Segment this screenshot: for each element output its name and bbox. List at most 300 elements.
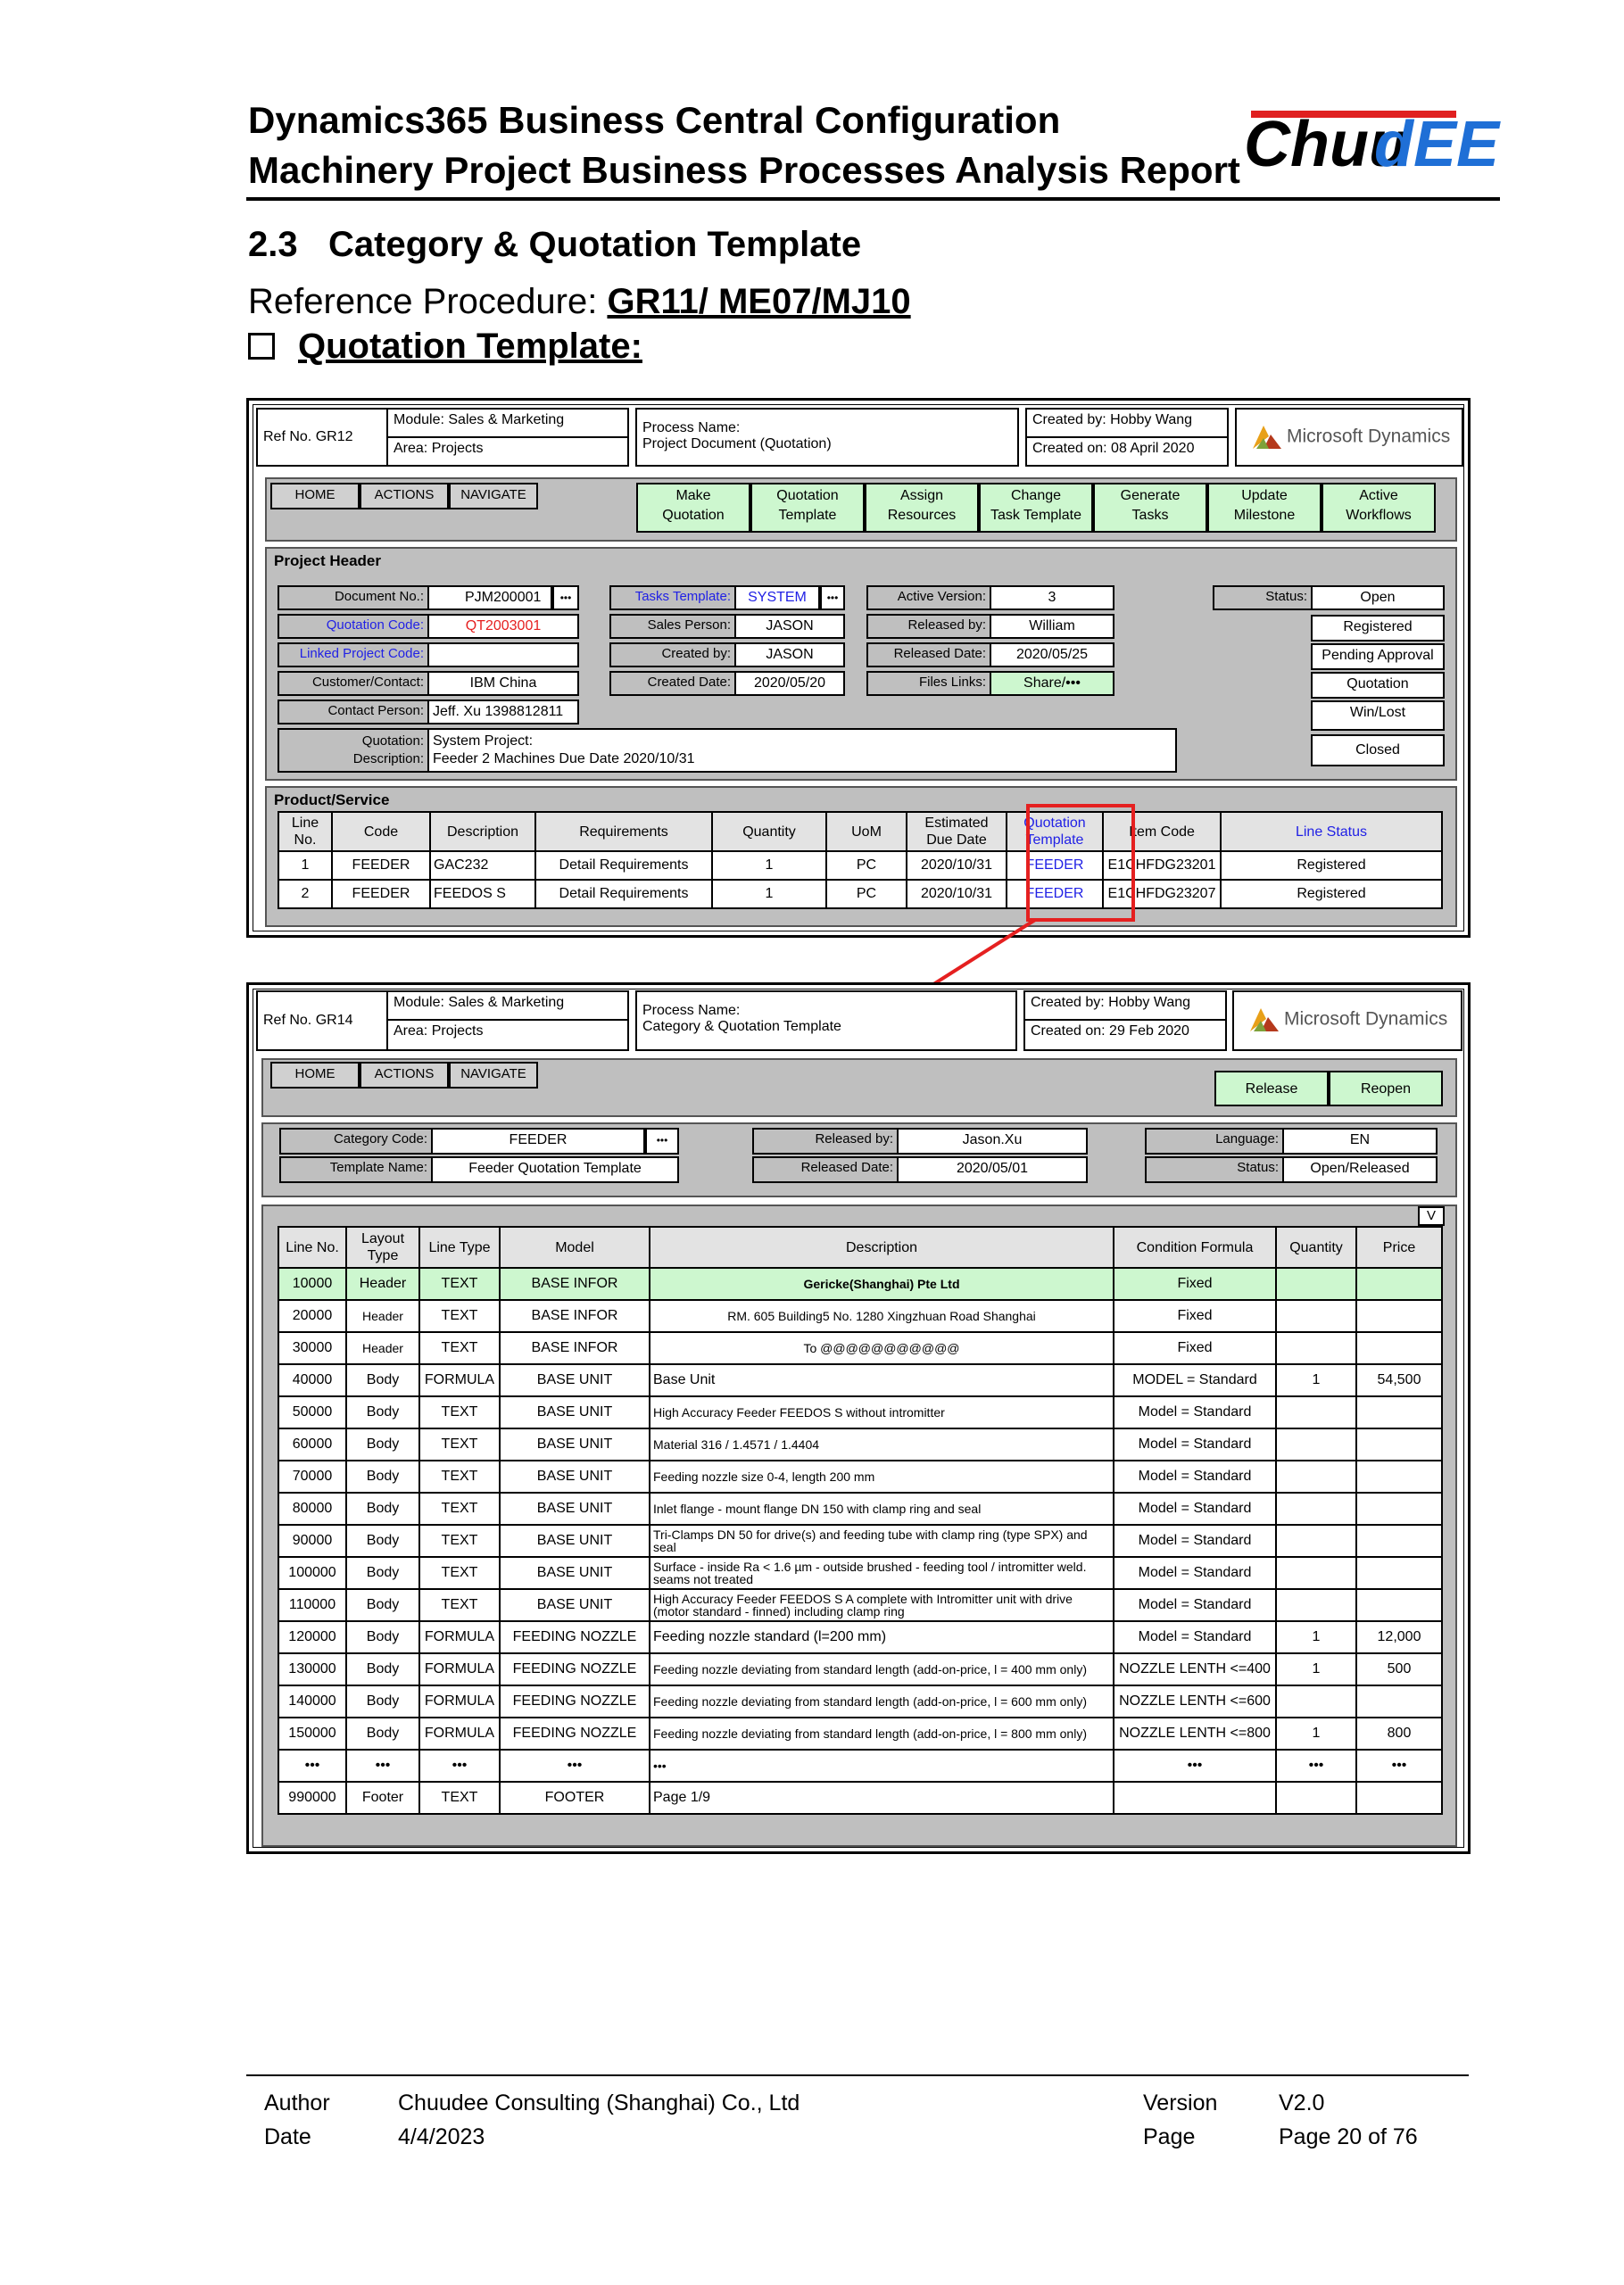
cell — [1356, 1782, 1442, 1814]
cell — [1356, 1268, 1442, 1300]
cell: MODEL = Standard — [1114, 1364, 1276, 1396]
tab-home[interactable]: HOME — [270, 483, 360, 509]
released-by-field[interactable]: William — [990, 614, 1114, 639]
cell: 50000 — [278, 1396, 346, 1428]
linked-project-field[interactable] — [427, 642, 579, 667]
cell: FORMULA — [419, 1364, 500, 1396]
template-lines-table — [278, 1226, 1443, 1815]
table-row[interactable] — [278, 1589, 1442, 1621]
cell: 12,000 — [1356, 1621, 1442, 1653]
released-date-label: Released Date: — [752, 1156, 899, 1183]
cell: 2020/10/31 — [907, 851, 1007, 880]
cell — [1356, 1685, 1442, 1718]
cell: Body — [346, 1428, 419, 1461]
cell — [1356, 1300, 1442, 1332]
cell — [1356, 1589, 1442, 1621]
cell: BASE INFOR — [500, 1300, 650, 1332]
col-line-status: Line Status — [1221, 812, 1442, 851]
tasks-template-lookup-button[interactable]: ••• — [820, 585, 845, 610]
expand-button[interactable]: V — [1418, 1206, 1445, 1226]
cell — [1276, 1557, 1356, 1589]
created-on: Created on: 08 April 2020 — [1025, 436, 1229, 467]
tab-home[interactable]: HOME — [270, 1062, 360, 1089]
report-title — [248, 95, 1240, 195]
quotation-description-field[interactable]: System Project: Feeder 2 Machines Due Date 2020/10/31 — [427, 728, 1177, 773]
cell — [1356, 1332, 1442, 1364]
table-row[interactable] — [278, 880, 1442, 908]
cell: Model = Standard — [1114, 1396, 1276, 1428]
cell: Detail Requirements — [535, 880, 712, 908]
area: Area: Projects — [386, 436, 629, 467]
col-quantity: Quantity — [712, 812, 826, 851]
cell: BASE UNIT — [500, 1396, 650, 1428]
process-label: Process Name: — [642, 1003, 741, 1018]
cell: FOOTER — [500, 1782, 650, 1814]
released-date-label: Released Date: — [866, 642, 991, 667]
col-condition-formula: Condition Formula — [1114, 1227, 1276, 1268]
cell: 1 — [712, 851, 826, 880]
cell: NOZZLE LENTH <=600 — [1114, 1685, 1276, 1718]
ref-value: GR11/ ME07/MJ10 — [607, 282, 911, 321]
cell: TEXT — [419, 1300, 500, 1332]
status-pending-approval[interactable]: Pending Approval — [1311, 643, 1445, 670]
col-line-no: Line No. — [278, 812, 332, 851]
table-row[interactable] — [278, 1525, 1442, 1557]
col-model: Model — [500, 1227, 650, 1268]
checkbox-icon — [248, 333, 275, 360]
col-quotation-template: Quotation Template — [1007, 812, 1103, 851]
category-code-field[interactable]: FEEDER — [431, 1128, 645, 1155]
cell: Model = Standard — [1114, 1428, 1276, 1461]
customer-label: Customer/Contact: — [278, 671, 429, 696]
table-header-row — [278, 1227, 1442, 1268]
product-service-title: Product/Service — [274, 791, 390, 808]
cell: NOZZLE LENTH <=400 — [1114, 1653, 1276, 1685]
author-label: Author — [264, 2090, 330, 2115]
cell: Detail Requirements — [535, 851, 712, 880]
cell: 20000 — [278, 1300, 346, 1332]
files-links-field[interactable]: Share/••• — [990, 671, 1114, 696]
cell: 120000 — [278, 1621, 346, 1653]
tab-navigate[interactable]: NAVIGATE — [449, 1062, 538, 1089]
quote-code-field[interactable]: QT2003001 — [427, 614, 579, 639]
cell: BASE UNIT — [500, 1461, 650, 1493]
cell: 70000 — [278, 1461, 346, 1493]
cell: BASE UNIT — [500, 1493, 650, 1525]
version-value: V2.0 — [1279, 2090, 1325, 2115]
released-by-label: Released by: — [866, 614, 991, 639]
contact-person-field[interactable]: Jeff. Xu 1398812811 — [427, 700, 579, 724]
cell: Registered — [1221, 880, 1442, 908]
cell: RM. 605 Building5 No. 1280 Xingzhuan Road Shanghai — [650, 1300, 1114, 1332]
cell — [1276, 1268, 1356, 1300]
product-service-table — [278, 811, 1443, 909]
cell: 1 — [1276, 1621, 1356, 1653]
cell: PC — [826, 851, 907, 880]
cell: Body — [346, 1461, 419, 1493]
cell: High Accuracy Feeder FEEDOS S A complete with Intromitter unit with drive (motor standard - finned) including clamp ring — [650, 1589, 1114, 1621]
cell — [1356, 1493, 1442, 1525]
cell: BASE UNIT — [500, 1428, 650, 1461]
date-label: Date — [264, 2124, 311, 2149]
cell: Footer — [346, 1782, 419, 1814]
cell: Body — [346, 1493, 419, 1525]
report-title-line1: Dynamics365 Business Central Configuration — [248, 99, 1061, 141]
ms-dynamics-logo — [1232, 990, 1462, 1051]
quotation-template-link[interactable]: FEEDER — [1007, 880, 1103, 908]
active-workflows-button[interactable]: Active Workflows — [1322, 483, 1436, 533]
cell: FEEDER — [332, 880, 430, 908]
cell — [1276, 1428, 1356, 1461]
cell — [1276, 1685, 1356, 1718]
cell: TEXT — [419, 1268, 500, 1300]
created-date-field[interactable]: 2020/05/20 — [734, 671, 845, 696]
created-by-label: Created by: — [609, 642, 736, 667]
ms-logo-text: Microsoft Dynamics — [1284, 1008, 1448, 1030]
cell — [1114, 1782, 1276, 1814]
table-row[interactable] — [278, 1268, 1442, 1300]
col-quantity: Quantity — [1276, 1227, 1356, 1268]
tab-actions[interactable]: ACTIONS — [360, 483, 449, 509]
table-row[interactable] — [278, 1396, 1442, 1428]
process-name-cell — [635, 990, 1017, 1051]
customer-field[interactable]: IBM China — [427, 671, 579, 696]
col-price: Price — [1356, 1227, 1442, 1268]
table-row[interactable] — [278, 1621, 1442, 1653]
cell: Fixed — [1114, 1300, 1276, 1332]
sales-person-label: Sales Person: — [609, 614, 736, 639]
language-field[interactable]: EN — [1282, 1128, 1438, 1155]
cell: FORMULA — [419, 1653, 500, 1685]
status-registered[interactable]: Registered — [1311, 615, 1445, 642]
assign-resources-button[interactable]: Assign Resources — [865, 483, 979, 533]
cell: 1 — [712, 880, 826, 908]
cell: Feeding nozzle size 0-4, length 200 mm — [650, 1461, 1114, 1493]
col-uom: UoM — [826, 812, 907, 851]
cell: FEEDING NOZZLE — [500, 1718, 650, 1750]
cell: Model = Standard — [1114, 1589, 1276, 1621]
cell: TEXT — [419, 1461, 500, 1493]
cell: TEXT — [419, 1782, 500, 1814]
cell: ••• — [346, 1750, 419, 1782]
doc-no-field[interactable]: PJM200001 — [427, 585, 552, 610]
cell: 40000 — [278, 1364, 346, 1396]
category-code-label: Category Code: — [279, 1128, 433, 1155]
ms-logo — [1248, 1006, 1447, 1033]
cell — [1356, 1396, 1442, 1428]
col-layout-type: Layout Type — [346, 1227, 419, 1268]
quotation-template-link[interactable]: FEEDER — [1007, 851, 1103, 880]
sales-person-field[interactable]: JASON — [734, 614, 845, 639]
created-by-field[interactable]: JASON — [734, 642, 845, 667]
subtitle: Quotation Template: — [298, 327, 642, 366]
table-row[interactable] — [278, 1461, 1442, 1493]
cell: 10000 — [278, 1268, 346, 1300]
reference-procedure — [248, 282, 911, 322]
cell: 1 — [1276, 1653, 1356, 1685]
section-heading — [248, 225, 861, 265]
language-label: Language: — [1145, 1128, 1284, 1155]
table-row[interactable] — [278, 1300, 1442, 1332]
released-date-field[interactable]: 2020/05/01 — [897, 1156, 1088, 1183]
cell: TEXT — [419, 1525, 500, 1557]
module: Module: Sales & Marketing — [386, 408, 629, 438]
ref-no: Ref No. GR14 — [256, 990, 388, 1051]
release-button[interactable]: Release — [1214, 1071, 1329, 1106]
cell: Body — [346, 1685, 419, 1718]
status-field[interactable]: Open/Released — [1282, 1156, 1438, 1183]
released-by-label: Released by: — [752, 1128, 899, 1155]
tasks-template-field[interactable]: SYSTEM — [734, 585, 820, 610]
status-closed[interactable]: Closed — [1311, 734, 1445, 766]
ms-dynamics-logo — [1235, 408, 1463, 467]
ms-dynamics-icon — [1251, 424, 1283, 451]
table-row[interactable] — [278, 1718, 1442, 1750]
cell: Feeding nozzle deviating from standard length (add-on-price, l = 800 mm only) — [650, 1718, 1114, 1750]
section-number: 2.3 — [248, 225, 298, 264]
cell — [1276, 1493, 1356, 1525]
cell: BASE INFOR — [500, 1268, 650, 1300]
cell: TEXT — [419, 1493, 500, 1525]
make-quotation-button[interactable]: Make Quotation — [636, 483, 750, 533]
cell — [1356, 1525, 1442, 1557]
module: Module: Sales & Marketing — [386, 990, 629, 1021]
cell: Model = Standard — [1114, 1493, 1276, 1525]
table-row[interactable] — [278, 1685, 1442, 1718]
category-lookup-button[interactable]: ••• — [645, 1128, 679, 1155]
footer-rule — [246, 2074, 1469, 2076]
cell — [1356, 1461, 1442, 1493]
cell: Header — [346, 1332, 419, 1364]
cell: Body — [346, 1653, 419, 1685]
released-date-field[interactable]: 2020/05/25 — [990, 642, 1114, 667]
cell: 110000 — [278, 1589, 346, 1621]
cell: To @@@@@@@@@@@ — [650, 1332, 1114, 1364]
cell: ••• — [500, 1750, 650, 1782]
cell: Fixed — [1114, 1268, 1276, 1300]
status-win-lost[interactable]: Win/Lost — [1311, 700, 1445, 731]
cell — [1276, 1332, 1356, 1364]
cell: ••• — [1276, 1750, 1356, 1782]
cell: 990000 — [278, 1782, 346, 1814]
table-header-row — [278, 812, 1442, 851]
cell: Model = Standard — [1114, 1525, 1276, 1557]
template-name-label: Template Name: — [279, 1156, 433, 1183]
cell: TEXT — [419, 1396, 500, 1428]
doc-no-lookup-button[interactable]: ••• — [552, 585, 579, 610]
status-label: Status: — [1213, 585, 1313, 610]
cell: 500 — [1356, 1653, 1442, 1685]
cell: 80000 — [278, 1493, 346, 1525]
col-item-code: Item Code — [1103, 812, 1221, 851]
cell: Body — [346, 1557, 419, 1589]
cell: FEEDING NOZZLE — [500, 1621, 650, 1653]
cell: TEXT — [419, 1332, 500, 1364]
released-by-field[interactable]: Jason.Xu — [897, 1128, 1088, 1155]
cell: TEXT — [419, 1589, 500, 1621]
ms-dynamics-icon — [1248, 1006, 1280, 1033]
section-title: Category & Quotation Template — [328, 225, 862, 264]
cell: NOZZLE LENTH <=800 — [1114, 1718, 1276, 1750]
ms-logo-text: Microsoft Dynamics — [1287, 426, 1451, 447]
quote-code-label: Quotation Code: — [278, 614, 429, 639]
cell: 2 — [278, 880, 332, 908]
col-line-no: Line No. — [278, 1227, 346, 1268]
cell: 60000 — [278, 1428, 346, 1461]
cell: ••• — [1114, 1750, 1276, 1782]
page-value: Page 20 of 76 — [1279, 2124, 1418, 2149]
cell: 100000 — [278, 1557, 346, 1589]
col-due-date: Estimated Due Date — [907, 812, 1007, 851]
cell: ••• — [278, 1750, 346, 1782]
quotation-template-heading — [248, 327, 642, 367]
active-version-field[interactable]: 3 — [990, 585, 1114, 610]
cell: Base Unit — [650, 1364, 1114, 1396]
cell: E1CHFDG23201 — [1103, 851, 1221, 880]
quotation-template-button[interactable]: Quotation Template — [750, 483, 865, 533]
cell: Gericke(Shanghai) Pte Ltd — [650, 1268, 1114, 1300]
cell: GAC232 — [430, 851, 535, 880]
template-name-field[interactable]: Feeder Quotation Template — [431, 1156, 679, 1183]
template-lines-body — [278, 1268, 1442, 1814]
status-quotation[interactable]: Quotation — [1311, 672, 1445, 699]
cell: 800 — [1356, 1718, 1442, 1750]
col-description: Description — [430, 812, 535, 851]
linked-project-label: Linked Project Code: — [278, 642, 429, 667]
table-row[interactable] — [278, 1493, 1442, 1525]
cell: BASE UNIT — [500, 1364, 650, 1396]
cell: Body — [346, 1621, 419, 1653]
process-name: Project Document (Quotation) — [642, 436, 832, 451]
chuudee-logo — [1224, 77, 1500, 184]
cell: Model = Standard — [1114, 1621, 1276, 1653]
cell — [1276, 1589, 1356, 1621]
tasks-template-label: Tasks Template: — [609, 585, 736, 610]
cell: Body — [346, 1364, 419, 1396]
cell: BASE INFOR — [500, 1332, 650, 1364]
status-open[interactable]: Open — [1311, 585, 1445, 610]
tab-navigate[interactable]: NAVIGATE — [449, 483, 538, 509]
logo-text-2: dEE — [1374, 109, 1500, 180]
cell: FORMULA — [419, 1718, 500, 1750]
table-row[interactable] — [278, 1428, 1442, 1461]
process-label: Process Name: — [642, 420, 741, 435]
cell: FORMULA — [419, 1621, 500, 1653]
cell: Body — [346, 1525, 419, 1557]
cell: FORMULA — [419, 1685, 500, 1718]
date-value: 4/4/2023 — [398, 2124, 485, 2149]
cell: Material 316 / 1.4571 / 1.4404 — [650, 1428, 1114, 1461]
cell: PC — [826, 880, 907, 908]
cell — [1276, 1525, 1356, 1557]
table-row[interactable] — [278, 1653, 1442, 1685]
project-header-title: Project Header — [274, 552, 381, 569]
cell: BASE UNIT — [500, 1589, 650, 1621]
cell: Body — [346, 1718, 419, 1750]
cell — [1356, 1428, 1442, 1461]
created-on: Created on: 29 Feb 2020 — [1023, 1019, 1227, 1051]
cell: 1 — [1276, 1718, 1356, 1750]
cell: FEEDOS S — [430, 880, 535, 908]
cell: Fixed — [1114, 1332, 1276, 1364]
cell: Body — [346, 1396, 419, 1428]
cell: FEEDING NOZZLE — [500, 1685, 650, 1718]
files-links-label: Files Links: — [866, 671, 991, 696]
cell: 2020/10/31 — [907, 880, 1007, 908]
table-row[interactable] — [278, 1332, 1442, 1364]
col-line-type: Line Type — [419, 1227, 500, 1268]
cell: Page 1/9 — [650, 1782, 1114, 1814]
cell: TEXT — [419, 1557, 500, 1589]
cell: BASE UNIT — [500, 1557, 650, 1589]
author-value: Chuudee Consulting (Shanghai) Co., Ltd — [398, 2090, 800, 2115]
cell — [1276, 1461, 1356, 1493]
cell: Model = Standard — [1114, 1557, 1276, 1589]
cell: Feeding nozzle deviating from standard length (add-on-price, l = 600 mm only) — [650, 1685, 1114, 1718]
cell: 150000 — [278, 1718, 346, 1750]
doc-no-label: Document No.: — [278, 585, 429, 610]
change-task-template-button[interactable]: Change Task Template — [979, 483, 1093, 533]
table-row[interactable] — [278, 1557, 1442, 1589]
col-description: Description — [650, 1227, 1114, 1268]
created-by: Created by: Hobby Wang — [1025, 408, 1229, 438]
table-row[interactable] — [278, 1782, 1442, 1814]
cell: 130000 — [278, 1653, 346, 1685]
ref-no: Ref No. GR12 — [256, 408, 388, 467]
cell: Header — [346, 1300, 419, 1332]
cell: Surface - inside Ra < 1.6 µm - outside brushed - feeding tool / intromitter weld. seams not treated — [650, 1557, 1114, 1589]
version-label: Version — [1143, 2090, 1218, 2115]
cell — [1276, 1300, 1356, 1332]
cell: Inlet flange - mount flange DN 150 with clamp ring and seal — [650, 1493, 1114, 1525]
cell: 140000 — [278, 1685, 346, 1718]
cell: Header — [346, 1268, 419, 1300]
cell — [1276, 1396, 1356, 1428]
cell: FEEDER — [332, 851, 430, 880]
cell: BASE UNIT — [500, 1525, 650, 1557]
table-row[interactable] — [278, 1364, 1442, 1396]
generate-tasks-button[interactable]: Generate Tasks — [1093, 483, 1207, 533]
created-by: Created by: Hobby Wang — [1023, 990, 1227, 1021]
cell: 54,500 — [1356, 1364, 1442, 1396]
cell: Registered — [1221, 851, 1442, 880]
ms-logo — [1251, 424, 1450, 451]
process-name: Category & Quotation Template — [642, 1019, 841, 1034]
cell — [1356, 1557, 1442, 1589]
logo-text-1: Chuu — [1244, 109, 1408, 180]
table-row[interactable] — [278, 851, 1442, 880]
update-milestone-button[interactable]: Update Milestone — [1207, 483, 1322, 533]
cell: ••• — [1356, 1750, 1442, 1782]
cell — [1276, 1782, 1356, 1814]
status-label: Status: — [1145, 1156, 1284, 1183]
cell: Feeding nozzle standard (l=200 mm) — [650, 1621, 1114, 1653]
cell: Body — [346, 1589, 419, 1621]
cell: 90000 — [278, 1525, 346, 1557]
cell: TEXT — [419, 1428, 500, 1461]
tab-actions[interactable]: ACTIONS — [360, 1062, 449, 1089]
ref-label: Reference Procedure: — [248, 282, 608, 321]
table-row[interactable] — [278, 1750, 1442, 1782]
cell: FEEDING NOZZLE — [500, 1653, 650, 1685]
cell: 30000 — [278, 1332, 346, 1364]
highlight-box — [1026, 804, 1135, 922]
col-code: Code — [332, 812, 430, 851]
project-document-form — [246, 398, 1471, 938]
cell: Tri-Clamps DN 50 for drive(s) and feeding tube with clamp ring (type SPX) and seal — [650, 1525, 1114, 1557]
col-requirements: Requirements — [535, 812, 712, 851]
reopen-button[interactable]: Reopen — [1329, 1071, 1443, 1106]
